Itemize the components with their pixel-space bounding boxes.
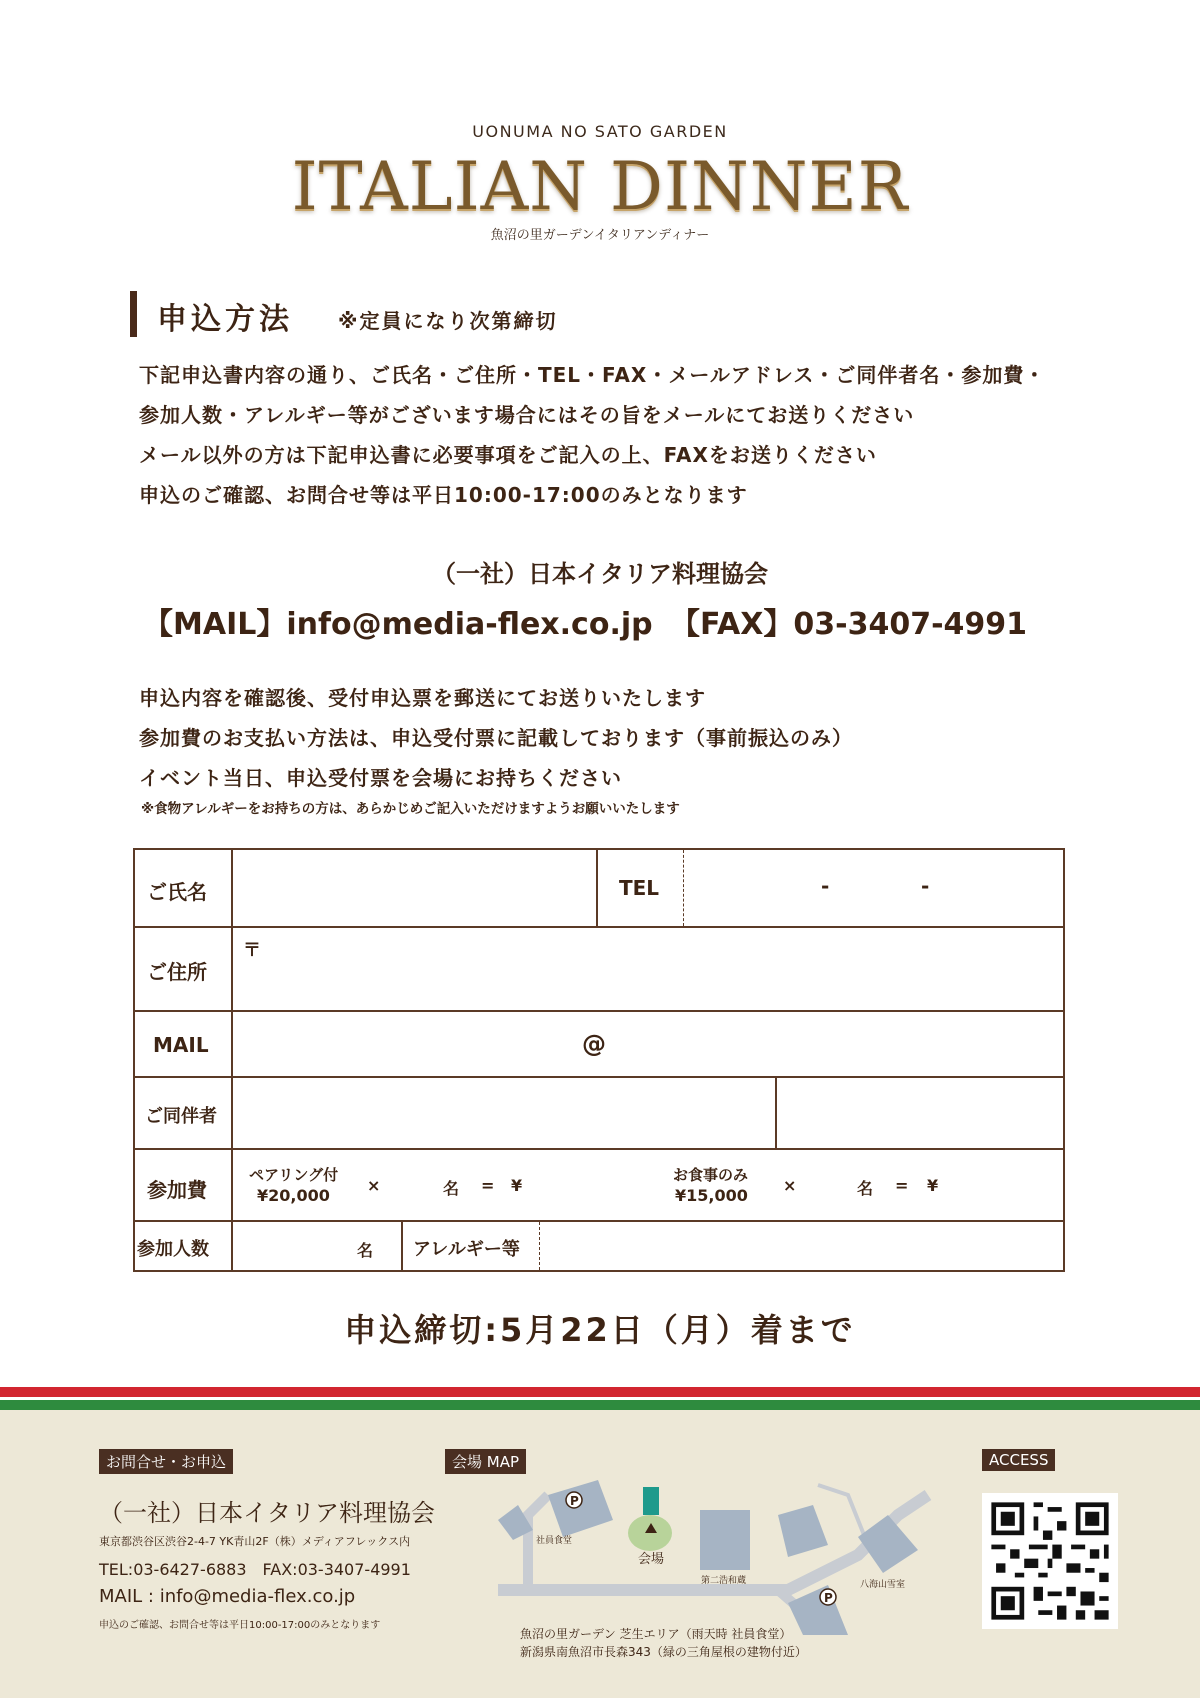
access-qr[interactable] [982,1493,1118,1629]
name-label: ご氏名 [147,880,207,904]
footer-hours: 申込のご確認、お問合せ等は平日10:00-17:00のみとなります [99,1620,381,1631]
map-address: 新潟県南魚沼市長森343（緑の三角屋根の建物付近） [520,1645,807,1659]
map-label-cafeteria: 社員食堂 [536,1536,573,1546]
map-building [548,1480,613,1537]
mail-contact [143,599,653,643]
people-unit: 名 [857,1179,874,1198]
form-row-companion [135,1078,1063,1150]
allergy-label: アレルギー等 [413,1239,520,1260]
map-building [778,1505,828,1557]
event-subtitle: UONUMA NO SATO GARDEN [472,122,728,141]
name-field[interactable] [235,854,592,922]
count-label: 参加人数 [137,1239,209,1260]
form-row-mail [135,1012,1063,1078]
yen-sign: ¥ [927,1176,939,1195]
event-title-jp: 魚沼の里ガーデンイタリアンディナー [490,228,710,243]
parking-label: P [570,1494,579,1508]
flag-stripe-red [0,1387,1200,1397]
form-row-name [135,850,1063,928]
mail-address[interactable]: info@media-flex.co.jp [286,607,653,642]
tel-dash: - [921,874,930,898]
org-name: （一社）日本イタリア料理協会 [432,560,768,588]
form-row-count [135,1222,1063,1270]
form-row-address [135,928,1063,1012]
map-label-yukimuro: 八海山雪室 [860,1580,906,1590]
tel-dash: - [821,874,830,898]
map-building [700,1510,750,1570]
count-unit: 名 [357,1241,374,1260]
mail-label: 【MAIL】 [143,607,287,642]
qr-code-icon [982,1493,1118,1629]
footer-org: （一社）日本イタリア料理協会 [99,1499,435,1527]
form-row-fee [135,1150,1063,1222]
companion-label: ご同伴者 [145,1106,217,1127]
times-sign: × [367,1176,381,1195]
footer-mail[interactable]: MAIL : info@media-flex.co.jp [99,1586,356,1607]
yen-sign: ¥ [511,1176,523,1195]
count-field[interactable] [235,1224,397,1266]
fee-meal-price: ¥15,000 [675,1186,748,1205]
fee-field[interactable] [235,1154,1059,1216]
instruction-line: 申込のご確認、お問合せ等は平日10:00-17:00のみとなります [139,483,748,507]
instruction-line: 下記申込書内容の通り、ご氏名・ご住所・TEL・FAX・メールアドレス・ご同伴者名・参加費・ [139,363,1046,387]
instruction-line: 参加人数・アレルギー等がございます場合にはその旨をメールにてお送りください [139,403,915,427]
equals-sign: = [481,1176,495,1195]
fax-contact [670,599,1027,643]
tel-label: TEL [619,876,660,900]
map-building [858,1515,918,1573]
instruction-line: メール以外の方は下記申込書に必要事項をご記入の上、FAXをお送りください [139,443,877,467]
fee-meal-name: お食事のみ [673,1166,749,1184]
map-caption: 魚沼の里ガーデン 芝生エリア（雨天時 社員食堂） [520,1627,792,1641]
fax-number: 03-3407-4991 [793,607,1028,642]
section-note: ※定員になり次第締切 [338,309,558,333]
application-form [133,848,1065,1272]
equals-sign: = [895,1176,909,1195]
companion-field-1[interactable] [235,1082,771,1144]
venue-map[interactable] [488,1475,938,1635]
times-sign: × [783,1176,797,1195]
fax-label: 【FAX】 [670,607,794,642]
allergy-field[interactable] [543,1224,1059,1266]
address-label: ご住所 [147,960,207,984]
parking-label: P [824,1591,833,1605]
process-line: イベント当日、申込受付票を会場にお持ちください [139,766,622,790]
allergy-note: ※食物アレルギーをお持ちの方は、あらかじめご記入いただけますようお願いいたします [141,801,680,817]
mail-field[interactable] [235,1016,1059,1072]
contact-tag: お問合せ・お申込 [99,1449,233,1474]
section-bar [130,291,137,337]
companion-field-2[interactable] [779,1082,1059,1144]
process-line: 申込内容を確認後、受付申込票を郵送にてお送りいたします [139,686,706,710]
fee-label: 参加費 [147,1178,207,1202]
address-field[interactable] [235,932,1059,1006]
flag-stripe-green [0,1400,1200,1410]
map-label-venue: 会場 [638,1552,665,1567]
process-line: 参加費のお支払い方法は、申込受付票に記載しております（事前振込のみ） [139,726,853,750]
map-label-kura: 第二浩和蔵 [701,1576,747,1586]
fee-pairing-price: ¥20,000 [257,1186,330,1205]
access-tag: ACCESS [982,1449,1055,1471]
map-venue-marker [643,1487,659,1515]
section-title: 申込方法 [157,302,293,337]
postal-mark: 〒 [243,940,261,961]
map-tag: 会場 MAP [445,1449,526,1474]
deadline: 申込締切:5月22日（月）着まで [344,1311,856,1349]
footer-telfax: TEL:03-6427-6883 FAX:03-3407-4991 [99,1560,411,1579]
footer-address: 東京都渋谷区渋谷2-4-7 YK青山2F（株）メディアフレックス内 [99,1535,411,1548]
fee-pairing-name: ペアリング付 [249,1166,339,1184]
at-sign: @ [582,1030,606,1058]
event-title: ITALIAN DINNER [291,148,909,225]
map-building [788,1585,848,1635]
mail-field-label: MAIL [153,1033,209,1057]
people-unit: 名 [443,1179,460,1198]
tel-field[interactable] [687,854,1059,922]
